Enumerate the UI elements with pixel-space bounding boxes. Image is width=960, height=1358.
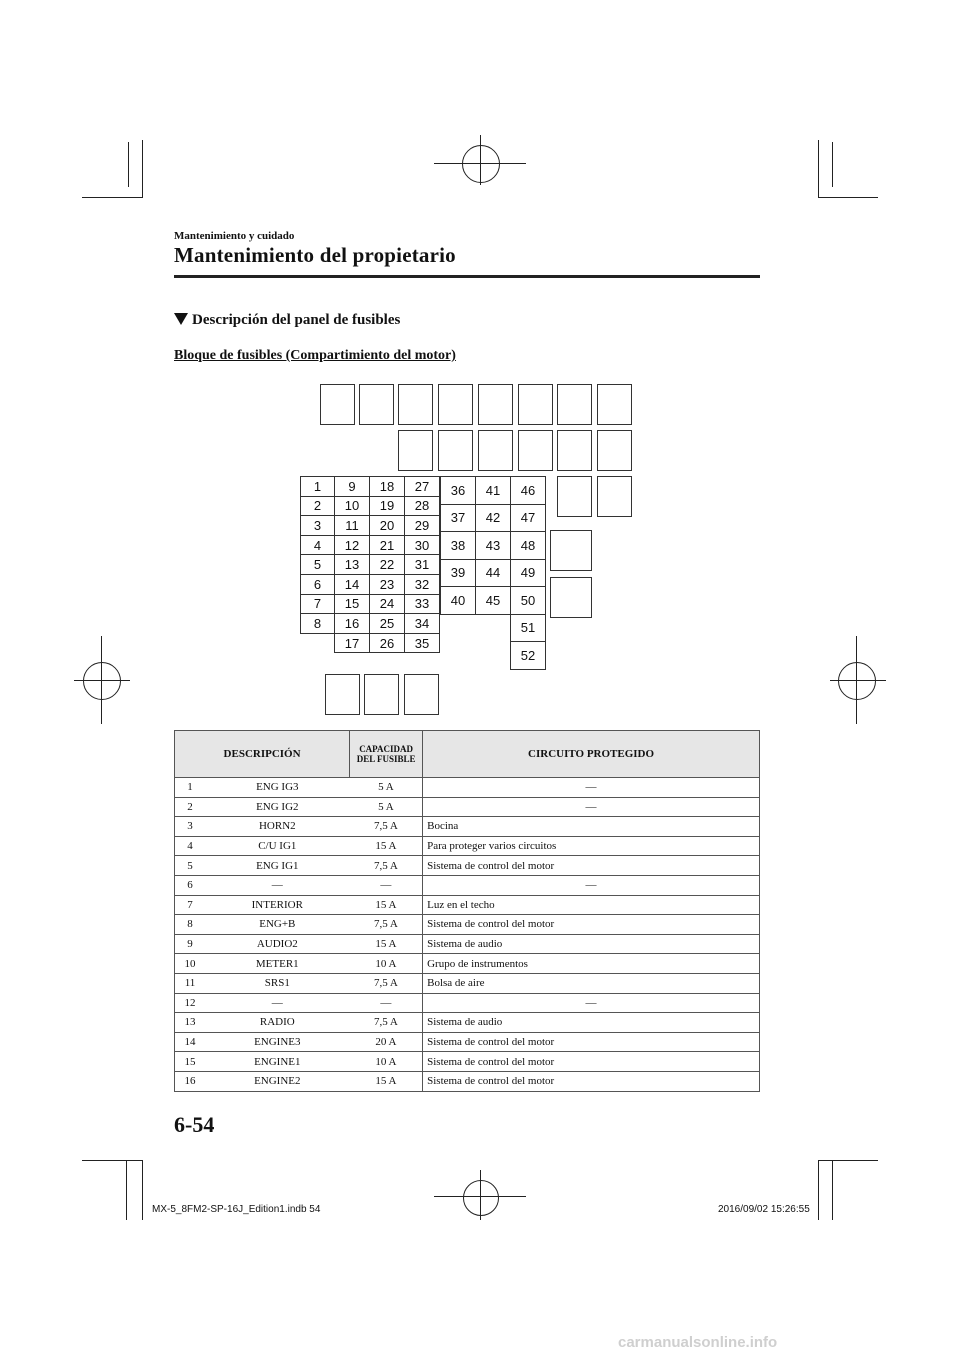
table-row (175, 1071, 760, 1091)
fuse-relay-slot (518, 384, 553, 425)
protected-circuit: Bocina (423, 817, 760, 837)
fuse-description: AUDIO2 (205, 934, 350, 954)
header-rule (174, 275, 760, 278)
fuse-number-14: 14 (334, 574, 370, 595)
fuse-number-24: 24 (369, 594, 405, 615)
fuse-number: 15 (175, 1052, 206, 1072)
fuse-number-16: 16 (334, 613, 370, 634)
fuse-number-42: 42 (475, 504, 511, 533)
table-row (175, 934, 760, 954)
crop-mark (832, 142, 833, 187)
protected-circuit: Sistema de control del motor (423, 915, 760, 935)
fuse-number-44: 44 (475, 559, 511, 588)
header-capacity: CAPACIDAD DEL FUSIBLE (350, 731, 423, 778)
fuse-number: 13 (175, 1013, 206, 1033)
fuse-relay-slot (557, 430, 592, 471)
fuse-description: ENG IG1 (205, 856, 350, 876)
fuse-number-48: 48 (510, 531, 546, 560)
protected-circuit: Sistema de control del motor (423, 1071, 760, 1091)
crop-mark (142, 1160, 143, 1220)
watermark: carmanualsonline.info (618, 1334, 778, 1351)
subheading-text: Descripción del panel de fusibles (192, 312, 401, 328)
fuse-description: ENGINE1 (205, 1052, 350, 1072)
fuse-number-41: 41 (475, 476, 511, 505)
protected-circuit: Grupo de instrumentos (423, 954, 760, 974)
fuse-relay-slot (398, 430, 433, 471)
fuse-number-39: 39 (440, 559, 476, 588)
fuse-number: 6 (175, 875, 206, 895)
fuse-number-15: 15 (334, 594, 370, 615)
fuse-number: 5 (175, 856, 206, 876)
fuse-number-19: 19 (369, 496, 405, 517)
fuse-number: 9 (175, 934, 206, 954)
fuse-number-33: 33 (404, 594, 440, 615)
fuse-capacity: 15 A (350, 836, 423, 856)
fuse-description: METER1 (205, 954, 350, 974)
crop-mark (818, 140, 819, 198)
fuse-description: ENGINE3 (205, 1032, 350, 1052)
crop-mark (128, 142, 129, 187)
fuse-number-51: 51 (510, 614, 546, 643)
protected-circuit: Sistema de audio (423, 1013, 760, 1033)
fuse-description: RADIO (205, 1013, 350, 1033)
fuse-number: 10 (175, 954, 206, 974)
fuse-number-50: 50 (510, 586, 546, 615)
fuse-description: INTERIOR (205, 895, 350, 915)
fuse-number-20: 20 (369, 515, 405, 536)
fuse-relay-slot (597, 476, 632, 517)
registration-mark (83, 662, 121, 700)
fuse-description: ENG+B (205, 915, 350, 935)
fuse-relay-slot (359, 384, 394, 425)
crop-mark (832, 1160, 833, 1220)
header-description: DESCRIPCIÓN (175, 731, 350, 778)
fuse-capacity: 7,5 A (350, 973, 423, 993)
fuse-relay-slot (557, 384, 592, 425)
triangle-icon (174, 313, 188, 325)
registration-mark (480, 1170, 481, 1220)
fuse-number-8: 8 (300, 613, 335, 634)
fuse-number-26: 26 (369, 633, 405, 654)
fuse-number-12: 12 (334, 535, 370, 556)
crop-mark (82, 197, 142, 198)
fuse-number: 7 (175, 895, 206, 915)
registration-mark (101, 636, 102, 724)
fuse-number-47: 47 (510, 504, 546, 533)
footer-date: 2016/09/02 15:26:55 (718, 1204, 810, 1215)
section-label: Mantenimiento y cuidado (174, 230, 295, 242)
fuse-number-6: 6 (300, 574, 335, 595)
protected-circuit: Sistema de control del motor (423, 1032, 760, 1052)
fuse-number-23: 23 (369, 574, 405, 595)
fuse-number-7: 7 (300, 594, 335, 615)
fuse-capacity: 15 A (350, 895, 423, 915)
table-row (175, 1013, 760, 1033)
fuse-capacity: 15 A (350, 1071, 423, 1091)
fuse-relay-slot (438, 384, 473, 425)
crop-mark (818, 197, 878, 198)
protected-circuit: Sistema de control del motor (423, 1052, 760, 1072)
protected-circuit: Sistema de audio (423, 934, 760, 954)
fuse-number-37: 37 (440, 504, 476, 533)
table-row (175, 797, 760, 817)
fuse-table (174, 730, 760, 1092)
page-number: 6-54 (174, 1112, 215, 1137)
fuse-description: HORN2 (205, 817, 350, 837)
fuse-number: 1 (175, 778, 206, 798)
crop-mark (126, 1160, 127, 1220)
fuse-relay-slot (597, 384, 632, 425)
fuse-capacity: — (350, 993, 423, 1013)
registration-mark (74, 680, 130, 681)
protected-circuit: Para proteger varios circuitos (423, 836, 760, 856)
table-row (175, 1032, 760, 1052)
table-row (175, 856, 760, 876)
registration-mark (838, 662, 876, 700)
fuse-relay-slot (478, 430, 513, 471)
fuse-number-29: 29 (404, 515, 440, 536)
fuse-number: 4 (175, 836, 206, 856)
registration-mark (480, 135, 481, 185)
fuse-number-36: 36 (440, 476, 476, 505)
fuse-number-22: 22 (369, 554, 405, 575)
fuse-description: — (205, 993, 350, 1013)
fuse-capacity: 5 A (350, 778, 423, 798)
fuse-number-21: 21 (369, 535, 405, 556)
fuse-number-13: 13 (334, 554, 370, 575)
fuse-relay-slot (518, 430, 553, 471)
table-row (175, 817, 760, 837)
fuse-description: ENG IG2 (205, 797, 350, 817)
fuse-number-11: 11 (334, 515, 370, 536)
fuse-number-17: 17 (334, 633, 370, 654)
fuse-number-18: 18 (369, 476, 405, 497)
fuse-number-5: 5 (300, 554, 335, 575)
table-row (175, 875, 760, 895)
fuse-description: ENG IG3 (205, 778, 350, 798)
table-row (175, 895, 760, 915)
fuse-number-34: 34 (404, 613, 440, 634)
protected-circuit: — (423, 875, 760, 895)
fuse-relay-slot (550, 530, 592, 571)
fuse-number-3: 3 (300, 515, 335, 536)
fuse-number: 14 (175, 1032, 206, 1052)
protected-circuit: Sistema de control del motor (423, 856, 760, 876)
fuse-description: ENGINE2 (205, 1071, 350, 1091)
fuse-number-30: 30 (404, 535, 440, 556)
table-row (175, 993, 760, 1013)
fuse-number: 11 (175, 973, 206, 993)
fuse-number: 2 (175, 797, 206, 817)
fuse-capacity: 7,5 A (350, 856, 423, 876)
fuse-number-43: 43 (475, 531, 511, 560)
fuse-capacity: 20 A (350, 1032, 423, 1052)
fuse-description: — (205, 875, 350, 895)
subheading (174, 312, 400, 329)
fuse-relay-slot (478, 384, 513, 425)
fuse-number-27: 27 (404, 476, 440, 497)
fuse-relay-slot (320, 384, 355, 425)
protected-circuit: — (423, 993, 760, 1013)
fuse-number: 8 (175, 915, 206, 935)
crop-mark (142, 140, 143, 198)
fuse-capacity: 10 A (350, 954, 423, 974)
fuse-number-38: 38 (440, 531, 476, 560)
fuse-number: 12 (175, 993, 206, 1013)
fuse-number-9: 9 (334, 476, 370, 497)
registration-mark (463, 1180, 499, 1216)
fuse-number-28: 28 (404, 496, 440, 517)
fuse-number-10: 10 (334, 496, 370, 517)
fuse-capacity: — (350, 875, 423, 895)
fuse-relay-slot (364, 674, 399, 715)
table-row (175, 1052, 760, 1072)
fuse-number-46: 46 (510, 476, 546, 505)
fuse-relay-slot (404, 674, 439, 715)
protected-circuit: Bolsa de aire (423, 973, 760, 993)
crop-mark (818, 1160, 878, 1161)
crop-mark (82, 1160, 142, 1161)
fuse-number-31: 31 (404, 554, 440, 575)
table-row (175, 915, 760, 935)
fuse-description: SRS1 (205, 973, 350, 993)
table-row (175, 778, 760, 798)
fuse-relay-slot (557, 476, 592, 517)
fuse-capacity: 15 A (350, 934, 423, 954)
fuse-number: 16 (175, 1071, 206, 1091)
table-row (175, 954, 760, 974)
header-circuit: CIRCUITO PROTEGIDO (423, 731, 760, 778)
table-row (175, 973, 760, 993)
fuse-number-45: 45 (475, 586, 511, 615)
protected-circuit: — (423, 797, 760, 817)
registration-mark (830, 680, 886, 681)
fuse-number-1: 1 (300, 476, 335, 497)
protected-circuit: Luz en el techo (423, 895, 760, 915)
fuse-capacity: 7,5 A (350, 817, 423, 837)
fuse-number-25: 25 (369, 613, 405, 634)
fuse-number: 3 (175, 817, 206, 837)
fuse-relay-slot (438, 430, 473, 471)
protected-circuit: — (423, 778, 760, 798)
fuse-capacity: 7,5 A (350, 1013, 423, 1033)
fuse-capacity: 7,5 A (350, 915, 423, 935)
fuse-relay-slot (398, 384, 433, 425)
fuse-description: C/U IG1 (205, 836, 350, 856)
fuse-number-2: 2 (300, 496, 335, 517)
fuse-number-32: 32 (404, 574, 440, 595)
fuse-relay-slot (550, 577, 592, 618)
fuse-capacity: 5 A (350, 797, 423, 817)
block-heading: Bloque de fusibles (Compartimiento del motor) (174, 348, 456, 363)
fuse-relay-slot (325, 674, 360, 715)
fuse-number-52: 52 (510, 641, 546, 670)
fuse-number-4: 4 (300, 535, 335, 556)
fuse-number-49: 49 (510, 559, 546, 588)
registration-mark (856, 636, 857, 724)
section-title: Mantenimiento del propietario (174, 243, 456, 267)
footer-file: MX-5_8FM2-SP-16J_Edition1.indb 54 (152, 1204, 321, 1215)
fuse-number-40: 40 (440, 586, 476, 615)
crop-mark (818, 1160, 819, 1220)
fuse-relay-slot (597, 430, 632, 471)
registration-mark (462, 145, 500, 183)
table-row (175, 836, 760, 856)
fuse-number-35: 35 (404, 633, 440, 654)
fuse-capacity: 10 A (350, 1052, 423, 1072)
